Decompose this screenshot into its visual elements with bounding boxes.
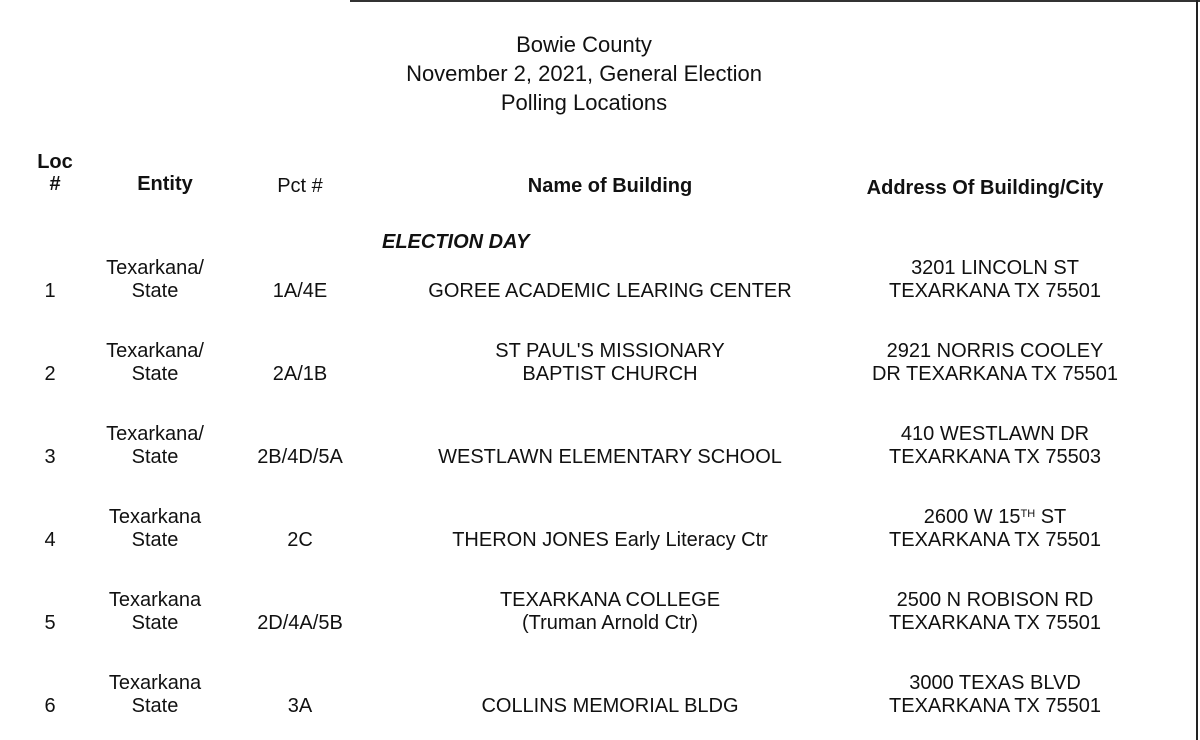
- loc-number: 6: [44, 695, 56, 717]
- table-row: [0, 257, 1190, 317]
- loc-number: 5: [44, 612, 56, 634]
- loc-number: 1: [44, 280, 56, 302]
- building-name: COLLINS MEMORIAL BLDG: [481, 695, 739, 717]
- building-name: THERON JONES Early Literacy Ctr: [452, 529, 768, 551]
- address: 3201 LINCOLN ST TEXARKANA TX 75501: [889, 257, 1101, 302]
- table-row: [0, 423, 1190, 483]
- title-county: Bowie County: [516, 32, 652, 57]
- address: 2500 N ROBISON RD TEXARKANA TX 75501: [889, 589, 1101, 634]
- entity: Texarkana/ State: [106, 423, 204, 468]
- header-building: Name of Building: [527, 175, 693, 197]
- document-title: [0, 30, 1168, 117]
- loc-number: 4: [44, 529, 56, 551]
- title-election: November 2, 2021, General Election: [406, 61, 762, 86]
- building-name: ST PAUL'S MISSIONARY BAPTIST CHURCH: [495, 340, 725, 385]
- table-row: [0, 672, 1190, 732]
- precinct: 2C: [287, 529, 313, 551]
- header-loc-line2: #: [49, 173, 61, 195]
- title-subject: Polling Locations: [500, 90, 668, 115]
- building-name: TEXARKANA COLLEGE (Truman Arnold Ctr): [499, 589, 721, 634]
- precinct: 2D/4A/5B: [257, 612, 343, 634]
- precinct: 2A/1B: [272, 363, 328, 385]
- precinct: 2B/4D/5A: [257, 446, 343, 468]
- header-loc: [30, 151, 80, 195]
- address: 410 WESTLAWN DR TEXARKANA TX 75503: [889, 423, 1101, 468]
- precinct: 3A: [287, 695, 313, 717]
- entity: Texarkana State: [108, 589, 202, 634]
- address: 3000 TEXAS BLVD TEXARKANA TX 75501: [889, 672, 1101, 717]
- building-name: WESTLAWN ELEMENTARY SCHOOL: [438, 446, 782, 468]
- header-entity: Entity: [137, 173, 193, 195]
- entity: Texarkana State: [108, 672, 202, 717]
- precinct: 1A/4E: [272, 280, 328, 302]
- entity: Texarkana/ State: [106, 257, 204, 302]
- page-right-border: [1196, 0, 1198, 740]
- table-row: [0, 589, 1190, 649]
- page-top-border: [350, 0, 1200, 2]
- address: 2600 W 15TH ST TEXARKANA TX 75501: [889, 506, 1101, 551]
- header-address: Address Of Building/City: [866, 177, 1104, 199]
- table-row: [0, 340, 1190, 400]
- table-row: [0, 506, 1190, 566]
- entity: Texarkana State: [108, 506, 202, 551]
- address: 2921 NORRIS COOLEY DR TEXARKANA TX 75501: [871, 340, 1119, 385]
- header-loc-line1: Loc: [37, 151, 73, 173]
- building-name: GOREE ACADEMIC LEARING CENTER: [428, 280, 792, 302]
- loc-number: 3: [44, 446, 56, 468]
- section-election-day: ELECTION DAY: [382, 231, 530, 253]
- loc-number: 2: [44, 363, 56, 385]
- entity: Texarkana/ State: [106, 340, 204, 385]
- header-pct: Pct #: [277, 175, 323, 197]
